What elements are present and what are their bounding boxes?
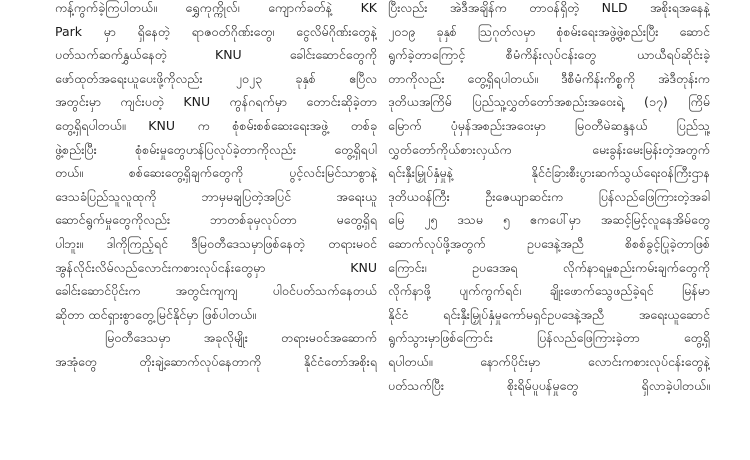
text-line: အအုံတွေ တိုးချဲ့ဆောက်လုပ်နေတာကို နိုင်ငံတော်အစိုးရ	[55, 353, 377, 369]
text-line: ကြောင်း၊ ဥပဒေအရ လိုက်နာရမှုစည်းကမ်းချက်တွေကို	[388, 259, 710, 275]
text-line: လွှတ်တော်ကိုယ်စားလှယ်က မေးခွန်းမေးမြန်းတဲ့အတွက်	[388, 141, 710, 157]
text-line: ဖွဲ့စည်းပြီး စုံစမ်းမှုတွေဟန်ပြလုပ်ခဲ့တာကိုလည်း တွေ့ရှိရပါ	[55, 141, 377, 157]
text-line: မြေ ၂၅ ဒသမ ၅ ဧကပေါ်မှာ အဆင့်မြင့်လူနေအိမ်တွေ	[388, 212, 710, 228]
text-line: အတွင်းမှာ ကျင်းပတဲ့ KNU ကွန်ဂရက်မှာ တောင်းဆိုခဲ့တာ	[55, 94, 377, 110]
text-line: မြောက် ပုံမှန်အစည်းအဝေးမှာ မြဝတီမဲဆန္ဒနယ် ပြည်သူ့	[388, 117, 710, 133]
paragraph-1	[55, 0, 377, 326]
text-line: ခေါင်းဆောင်ပိုင်းက အတွင်းကျကျ ပါဝင်ပတ်သက်နေတယ်	[55, 283, 377, 299]
text-line: ဖော်ထုတ်အရေးယူပေးဖို့ကိုလည်း ၂၀၂၃ ခုနှစ် ဧပြီလ	[55, 70, 377, 86]
paragraph-2	[55, 326, 377, 373]
text-line: မြဝတီဒေသမှာ အခုလိုမျိုး တရားမဝင်အဆောက်	[105, 330, 377, 346]
text-line: ကန့်ကွက်ခဲ့ကြပါတယ်။ ရွှေကုက္ကိုလ်၊ ကျောက်ခတ်နဲ့ KK	[55, 0, 377, 15]
paragraph-3	[388, 0, 710, 397]
right-column	[388, 0, 710, 397]
text-line: ဆောင်ရွက်မှုတွေကိုလည်း ဘာတစ်ခုမှလုပ်တာ မတွေ့ရှိရ	[55, 212, 377, 228]
text-line: ဒုတိယဝန်ကြီး ဦးဇေယျာဆင်းက ပြန်လည်ဖြေကြားတဲ့အခါ	[388, 188, 710, 204]
text-line: လိုက်နာဖို့ ပျက်ကွက်ရင်၊ ချိုးဖောက်သွေဖည်ခဲ့ရင် မြန်မာ	[388, 283, 710, 299]
text-line: နိုင်ငံ ရင်းနှီးမြှုပ်နှံမှုကော်မရှင်ဥပဒေနဲ့အညီ အရေးယူဆောင်	[388, 306, 710, 322]
text-line: ရင်းနှီးမြှုပ်နှံမှုနဲ့ နိုင်ငံခြားစီးပွားဆက်သွယ်ရေးဝန်ကြီးဌာန	[388, 165, 710, 181]
text-line: ဆိုတာ ထင်ရှားစွာတွေ့မြင်နိုင်မှာ ဖြစ်ပါတယ်။	[55, 306, 257, 322]
text-line: ပြီးလည်း အဲဒီအချိန်က တာဝန်ရှိတဲ့ NLD အစိုးရအနေနဲ့	[388, 0, 710, 15]
text-line: ဒုတိယအကြိမ် ပြည်သူ့လွှတ်တော်အစည်းအဝေးရဲ့ (၁၇) ကြိမ်	[388, 94, 710, 110]
text-line: အွန်လိုင်းလိမ်လည်လောင်းကစားလုပ်ငန်းတွေမှာ KNU	[55, 259, 377, 275]
text-line: တယ်။ စစ်ဆေးတွေ့ရှိချက်တွေကို ပွင့်လင်းမြင်သာစွာနဲ့	[55, 165, 377, 181]
text-line: ရွက်ခဲ့တာကြောင့် စီမံကိန်းလုပ်ငန်းတွေ ယာယီရပ်ဆိုင်းခဲ့	[388, 47, 710, 63]
text-line: ပါဘူး။ ဒါကိုကြည့်ရင် ဒီမြဝတီဒေသမှာဖြစ်နေတဲ့ တရားမဝင်	[55, 235, 377, 251]
text-line: ပတ်သက်ပြီး စိုးရိမ်ပူပန်မှုတွေ ရှိလာခဲ့ပါတယ်။	[388, 377, 710, 393]
text-line: ၂၀၁၉ ခုနှစ် ဩဂုတ်လမှာ စုံစမ်းရေးအဖွဲ့ဖွဲ့စည်းပြီး ဆောင်	[388, 23, 710, 39]
text-line: ဆောက်လုပ်ဖို့အတွက် ဥပဒေနဲ့အညီ စိစစ်ခွင့်ပြုခဲ့တာဖြစ်	[388, 235, 710, 251]
text-line: ပတ်သက်ဆက်နွှယ်နေတဲ့ KNU ခေါင်းဆောင်တွေကို	[55, 47, 377, 63]
left-column	[55, 0, 377, 374]
text-line: ရပါတယ်။ နောက်ပိုင်းမှာ လောင်းကစားလုပ်ငန်းတွေနဲ့	[388, 353, 710, 369]
text-line: တာကိုလည်း တွေ့ရှိရပါတယ်။ ဒီစီမံကိန်းကိစ္စကို အဲဒီတုန်းက	[388, 70, 710, 86]
text-line: တွေ့ရှိရပါတယ်။ KNU က စုံစမ်းစစ်ဆေးရေးအဖွဲ့ တစ်ခု	[55, 117, 377, 133]
text-line: ရွက်သွားမှာဖြစ်ကြောင်း ပြန်လည်ဖြေကြားခဲ့တာ တွေ့ရှိ	[388, 330, 710, 346]
text-line: Park မှာ ရှိနေတဲ့ ရာဇဝတ်ဂိုဏ်းတွေ၊ ငွေလိမ်ဂိုဏ်းတွေနဲ့	[55, 23, 377, 39]
text-line: ဒေသခံပြည်သူလူထုကို ဘာမှမချပြတဲ့အပြင် အရေးယူ	[55, 188, 377, 204]
